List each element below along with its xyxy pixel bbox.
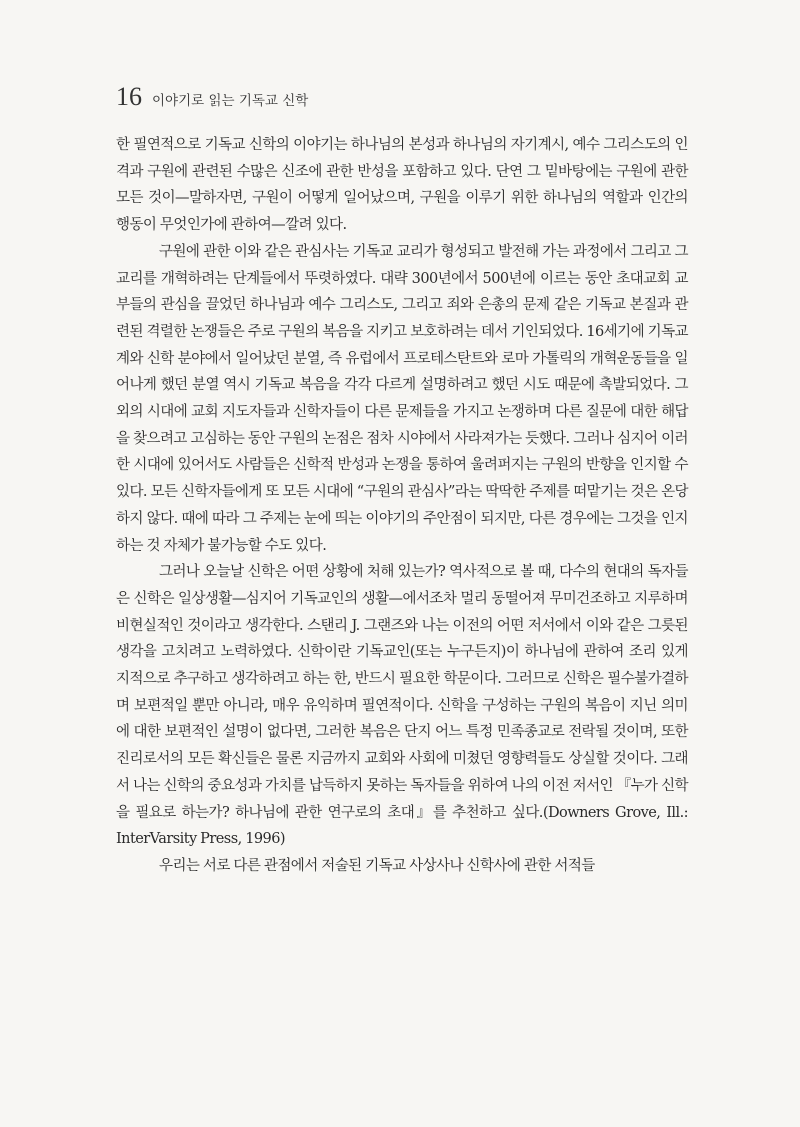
running-header	[116, 82, 308, 112]
paragraph-continuation: 한 필연적으로 기독교 신학의 이야기는 하나님의 본성과 하나님의 자기계시, 예수 그리스도의 인격과 구원에 관련된 수많은 신조에 관한 반성을 포함하고 있다. 단연 그 밑바탕에는 구원에 관한 모든 것이—말하자면, 구원이 어떻게 일어났으며, 구원을 이루기 위한 하나님의 역할과 인간의 행동이 무엇인가에 관하여—깔려 있다.	[116, 137, 688, 234]
paragraph-theology-today: 그러나 오늘날 신학은 어떤 상황에 처해 있는가? 역사적으로 볼 때, 다수의 현대의 독자들은 신학은 일상생활—심지어 기독교인의 생활—에서조차 멀리 동떨어져 무미건조하고 지루하며 비현실적인 것이라고 생각한다. 스탠리 J. 그랜즈와 나는 이전의 어떤 저서에서 이와 같은 그릇된 생각을 고치려고 노력하였다. 신학이란 기독교인(또는 누구든지)이 하나님에 관하여 조리 있게 지적으로 추구하고 생각하려고 하는 한, 반드시 필요한 학문이다. 그러므로 신학은 필수불가결하며 보편적일 뿐만 아니라, 매우 유익하며 필연적이다. 신학을 구성하는 구원의 복음이 지닌 의미에 대한 보편적인 설명이 없다면, 그러한 복음은 단지 어느 특정 민족종교로 전락될 것이며, 또한 진리로서의 모든 확신들은 물론 지금까지 교회와 사회에 미쳤던 영향력들도 상실할 것이다. 그래서 나는 신학의 중요성과 가치를 납득하지 못하는 독자들을 위하여 나의 이전 저서인 『누가 신학을 필요로 하는가? 하나님에 관한 연구로의 초대』를 추천하고 싶다.(Downers Grove, Ill.: InterVarsity Press, 1996)	[116, 564, 688, 848]
paragraph-history-books: 우리는 서로 다른 관점에서 저술된 기독교 사상사나 신학사에 관한 서적들	[159, 857, 595, 874]
page-number: 16	[116, 82, 142, 111]
body-text	[116, 132, 688, 880]
book-title: 이야기로 읽는 기독교 신학	[152, 93, 309, 109]
paragraph-salvation-concern: 구원에 관한 이와 같은 관심사는 기독교 교리가 형성되고 발전해 가는 과정에서 그리고 그 교리를 개혁하려는 단계들에서 뚜렷하였다. 대략 300년에서 500년에 이르는 동안 초대교회 교부들의 관심을 끌었던 하나님과 예수 그리스도, 그리고 죄와 은총의 문제 같은 기독교 본질과 관련된 격렬한 논쟁들은 주로 구원의 복음을 지키고 보호하려는 데서 기인되었다. 16세기에 기독교계와 신학 분야에서 일어났던 분열, 즉 유럽에서 프로테스탄트와 로마 가톨릭의 개혁운동들을 일어나게 했던 분열 역시 기독교 복음을 각각 다르게 설명하려고 했던 시도 때문에 촉발되었다. 그 외의 시대에 교회 지도자들과 신학자들이 다른 문제들을 가지고 논쟁하며 다른 질문에 대한 해답을 찾으려고 고심하는 동안 구원의 논점은 점차 시야에서 사라져가는 듯했다. 그러나 심지어 이러한 시대에 있어서도 사람들은 신학적 반성과 논쟁을 통하여 울려퍼지는 구원의 반향을 인지할 수 있다. 모든 신학자들에게 또 모든 시대에 “구원의 관심사”라는 딱딱한 주제를 떠맡기는 것은 온당하지 않다. 때에 따라 그 주제는 눈에 띄는 이야기의 주안점이 되지만, 다른 경우에는 그것을 인지하는 것 자체가 불가능할 수도 있다.	[116, 243, 688, 554]
